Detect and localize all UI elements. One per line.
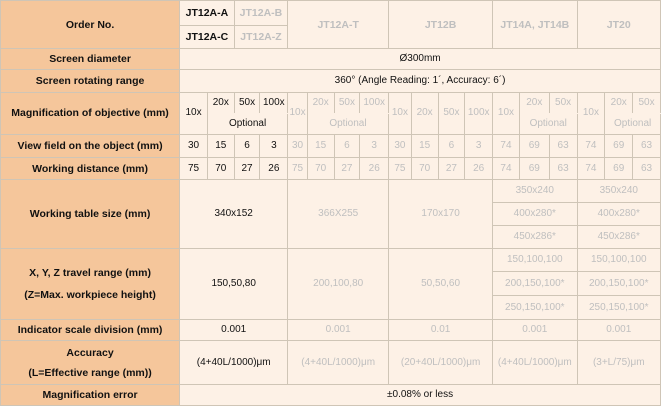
magnification-g4-cell: 50x — [549, 92, 577, 113]
magnification-g2-cell: 50x — [334, 92, 360, 113]
view-field-g1-cell: 30 — [180, 134, 208, 157]
indicator-g3: 0.01 — [389, 320, 493, 341]
view-field-g4-cell: 69 — [519, 134, 549, 157]
working-distance-g4-cell: 63 — [549, 157, 577, 180]
working-distance-g1-cell: 75 — [180, 157, 208, 180]
travel-range-g2: 200,100,80 — [288, 249, 389, 320]
view-field-g2-cell: 6 — [334, 134, 360, 157]
magnification-g5-cell: 10x — [577, 92, 605, 134]
screen-diameter-value: Ø300mm — [180, 49, 661, 70]
working-distance-g1-cell: 27 — [234, 157, 260, 180]
travel-range-g4-option: 200,150,100* — [493, 272, 577, 296]
optional-note: Optional — [307, 113, 388, 134]
magnification-g1-cell: 50x — [234, 92, 260, 113]
accuracy-label-line2: (L=Effective range (mm)) — [28, 366, 152, 379]
accuracy-g5: (3+L/75)μm — [577, 341, 660, 385]
view-field-g2-cell: 30 — [288, 134, 308, 157]
magnification-g1-cell: 20x — [207, 92, 234, 113]
working-distance-g1-cell: 26 — [260, 157, 288, 180]
travel-range-g4-option: 250,150,100* — [493, 296, 577, 320]
view-field-g1-cell: 15 — [207, 134, 234, 157]
magnification-g3-cell: 100x — [465, 92, 493, 134]
magnification-g3-cell: 50x — [438, 92, 465, 134]
view-field-label: View field on the object (mm) — [1, 134, 180, 157]
magnification-g2-cell: 100x — [360, 92, 389, 113]
indicator-g2: 0.001 — [288, 320, 389, 341]
working-distance-g2-cell: 27 — [334, 157, 360, 180]
table-size-g3: 170x170 — [389, 180, 493, 249]
magnification-g3-cell: 10x — [389, 92, 412, 134]
header-jt12a-t: JT12A-T — [288, 1, 389, 49]
view-field-g3-cell: 6 — [438, 134, 465, 157]
view-field-g5-cell: 63 — [633, 134, 661, 157]
travel-range-label — [1, 249, 180, 320]
working-distance-g4-cell: 69 — [519, 157, 549, 180]
rotating-range-value: 360° (Angle Reading: 1´, Accuracy: 6´) — [180, 69, 661, 92]
magnification-label: Magnification of objective (mm) — [1, 92, 180, 134]
working-distance-g2-cell: 75 — [288, 157, 308, 180]
working-distance-g1-cell: 70 — [207, 157, 234, 180]
header-jt20: JT20 — [577, 1, 660, 49]
table-size-g5-option: 450x286* — [577, 226, 660, 249]
screen-diameter-label: Screen diameter — [1, 49, 180, 70]
working-distance-g5-cell: 74 — [577, 157, 605, 180]
accuracy-g1: (4+40L/1000)μm — [180, 341, 288, 385]
magnification-g3-cell: 20x — [411, 92, 438, 134]
table-size-g2: 366X255 — [288, 180, 389, 249]
working-distance-g3-cell: 70 — [411, 157, 438, 180]
header-jt12a-c: JT12A-C — [180, 26, 235, 49]
working-distance-g3-cell: 26 — [465, 157, 493, 180]
working-distance-label: Working distance (mm) — [1, 157, 180, 180]
working-distance-g3-cell: 75 — [389, 157, 412, 180]
order-no-header: Order No. — [1, 1, 180, 49]
table-size-g5-option: 400x280* — [577, 203, 660, 226]
travel-range-label-line1: X, Y, Z travel range (mm) — [29, 267, 151, 280]
view-field-g4-cell: 63 — [549, 134, 577, 157]
magnification-g2-cell: 10x — [288, 92, 308, 134]
working-distance-g3-cell: 27 — [438, 157, 465, 180]
view-field-g3-cell: 30 — [389, 134, 412, 157]
view-field-g5-cell: 74 — [577, 134, 605, 157]
table-size-g5-option: 350x240 — [577, 180, 660, 203]
accuracy-g2: (4+40L/1000)μm — [288, 341, 389, 385]
travel-range-g5-option: 150,100,100 — [577, 249, 660, 272]
accuracy-g3: (20+40L/1000)μm — [389, 341, 493, 385]
magnification-g5-cell: 50x — [633, 92, 661, 113]
table-size-g4-option: 350x240 — [493, 180, 577, 203]
travel-range-g1: 150,50,80 — [180, 249, 288, 320]
travel-range-g4-option: 150,100,100 — [493, 249, 577, 272]
optional-note: Optional — [207, 113, 287, 134]
travel-range-g3: 50,50,60 — [389, 249, 493, 320]
table-size-g4-option: 400x280* — [493, 203, 577, 226]
optional-note: Optional — [605, 113, 661, 134]
mag-error-value: ±0.08% or less — [180, 385, 661, 406]
magnification-g2-cell: 20x — [307, 92, 334, 113]
magnification-g4-cell: 20x — [519, 92, 549, 113]
header-jt12a-a: JT12A-A — [180, 1, 235, 26]
view-field-g3-cell: 3 — [465, 134, 493, 157]
travel-range-label-line2: (Z=Max. workpiece height) — [24, 289, 156, 302]
magnification-g4-cell: 10x — [493, 92, 520, 134]
table-size-g4-option: 450x286* — [493, 226, 577, 249]
view-field-g2-cell: 15 — [307, 134, 334, 157]
working-distance-g5-cell: 69 — [605, 157, 633, 180]
header-jt12b: JT12B — [389, 1, 493, 49]
view-field-g4-cell: 74 — [493, 134, 520, 157]
magnification-g1-cell: 100x — [260, 92, 288, 113]
magnification-g1-cell: 10x — [180, 92, 208, 134]
view-field-g5-cell: 69 — [605, 134, 633, 157]
mag-error-label: Magnification error — [1, 385, 180, 406]
magnification-g5-cell: 20x — [605, 92, 633, 113]
working-distance-g4-cell: 74 — [493, 157, 520, 180]
view-field-g1-cell: 3 — [260, 134, 288, 157]
travel-range-g5-option: 250,150,100* — [577, 296, 660, 320]
working-distance-g5-cell: 63 — [633, 157, 661, 180]
header-jt12a-b: JT12A-B — [234, 1, 288, 26]
header-jt12a-z: JT12A-Z — [234, 26, 288, 49]
indicator-g4: 0.001 — [493, 320, 577, 341]
travel-range-g5-option: 200,150,100* — [577, 272, 660, 296]
accuracy-label — [1, 341, 180, 385]
indicator-g1: 0.001 — [180, 320, 288, 341]
accuracy-label-line1: Accuracy — [66, 346, 114, 359]
header-jt14: JT14A, JT14B — [493, 1, 577, 49]
table-size-label: Working table size (mm) — [1, 180, 180, 249]
view-field-g2-cell: 3 — [360, 134, 389, 157]
table-size-g1: 340x152 — [180, 180, 288, 249]
rotating-range-label: Screen rotating range — [1, 69, 180, 92]
working-distance-g2-cell: 70 — [307, 157, 334, 180]
view-field-g3-cell: 15 — [411, 134, 438, 157]
accuracy-g4: (4+40L/1000)μm — [493, 341, 577, 385]
optional-note: Optional — [519, 113, 577, 134]
view-field-g1-cell: 6 — [234, 134, 260, 157]
indicator-label: Indicator scale division (mm) — [1, 320, 180, 341]
working-distance-g2-cell: 26 — [360, 157, 389, 180]
indicator-g5: 0.001 — [577, 320, 660, 341]
